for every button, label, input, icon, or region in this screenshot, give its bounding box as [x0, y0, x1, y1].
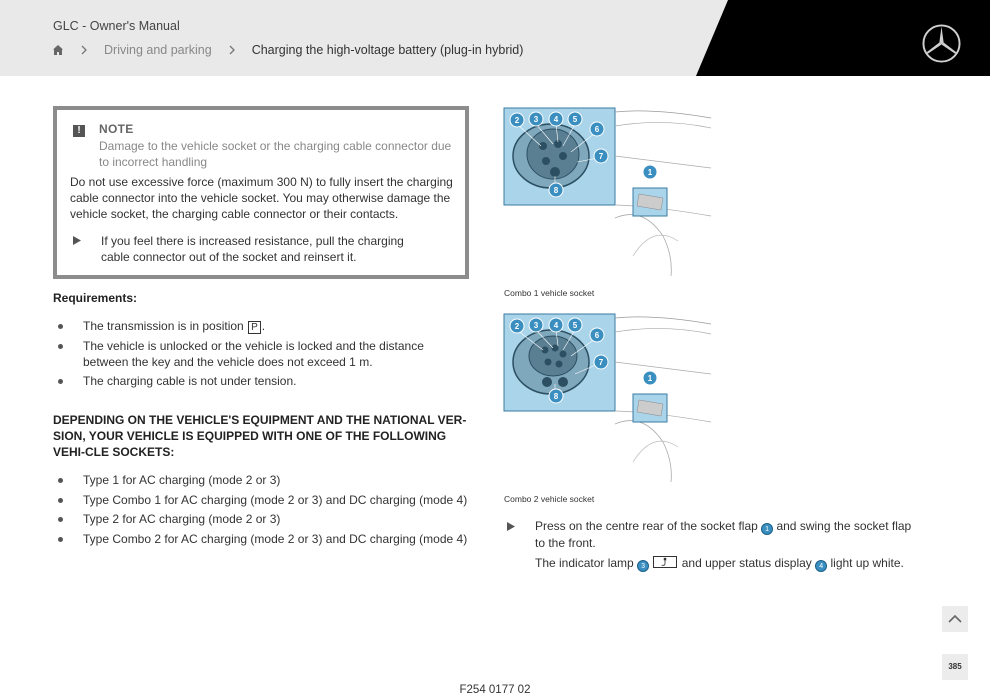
req-text-1: The transmission is in position: [83, 319, 248, 333]
socket-type-4: Type Combo 2 for AC charging (mode 2 or 3) and DC charging (mode 4): [83, 531, 468, 546]
bullet-icon: [58, 324, 63, 329]
socket-type-1: Type 1 for AC charging (mode 2 or 3): [83, 473, 281, 487]
step-line-1: [535, 518, 917, 552]
bullet-icon: [58, 537, 63, 542]
requirements-list: [53, 318, 453, 393]
note-body: Do not use excessive force (maximum 300 N) to fully insert the charging cable connector into the vehicle socket. You may otherwise damage the vehicle socket, the charging cable connector or their contacts.: [70, 175, 453, 221]
bullet-icon: [58, 517, 63, 522]
req-text-3: The charging cable is not under tension.: [83, 374, 297, 388]
mercedes-star-logo-icon: [921, 23, 962, 64]
action-arrow-icon: [507, 522, 515, 531]
step-text: Press on the centre rear of the socket flap: [535, 519, 762, 533]
step-text: and swing the socket flap to the front.: [535, 519, 912, 550]
list-item: [53, 472, 473, 488]
chevron-right-icon: [80, 45, 88, 55]
socket-types-list: [53, 472, 473, 550]
step-line-2: [535, 555, 917, 572]
requirements-title: Requirements:: [53, 291, 138, 305]
list-item: [53, 531, 473, 547]
socket-type-2: Type Combo 1 for AC charging (mode 2 or 3) and DC charging (mode 4): [83, 492, 468, 507]
callout-label: 6: [594, 331, 600, 340]
list-item: [53, 318, 453, 334]
figure-caption-combo1: Combo 1 vehicle socket: [504, 288, 595, 298]
chevron-right-icon: [228, 45, 236, 55]
callout-label: 5: [572, 321, 578, 330]
bullet-icon: [58, 379, 63, 384]
bullet-icon: [58, 498, 63, 503]
callout-label: 3: [533, 321, 539, 330]
callout-badge: 3: [637, 560, 649, 572]
warning-icon: !: [73, 125, 85, 137]
note-action: If you feel there is increased resistance, pull the charging cable connector out of the socket and reinsert it.: [101, 234, 404, 264]
scroll-to-top-button[interactable]: [942, 606, 968, 632]
callout-label: 1: [647, 168, 653, 177]
combo2-socket-figure: [503, 312, 713, 484]
list-item: [53, 338, 453, 370]
callout-label: 8: [553, 186, 559, 195]
breadcrumb-current: Charging the high-voltage battery (plug-in hybrid): [251, 43, 524, 57]
callout-label: 4: [553, 115, 559, 124]
step-text: light up white.: [827, 556, 904, 570]
callout-label: 6: [594, 125, 600, 134]
figure-caption-combo2: Combo 2 vehicle socket: [504, 494, 595, 504]
callout-label: 3: [533, 115, 539, 124]
equipment-heading: DEPENDING ON THE VEHICLE'S EQUIPMENT AND THE NATIONAL VER-SION, YOUR VEHICLE IS EQUIPPED WITH ONE OF THE FOLLOWING VEHI-CLE SOCKETS:: [53, 413, 467, 459]
callout-badge: 1: [761, 523, 773, 535]
breadcrumb-link-driving[interactable]: Driving and parking: [104, 43, 212, 57]
req-text-1-end: .: [261, 319, 266, 333]
callout-label: 2: [514, 116, 520, 125]
page-number: 385: [942, 654, 968, 680]
list-item: [53, 373, 453, 389]
header-bar: [0, 0, 990, 76]
header-black-panel: [0, 0, 990, 76]
list-item: [53, 511, 473, 527]
callout-label: 8: [553, 392, 559, 401]
req-text-2: The vehicle is unlocked or the vehicle is locked and the distance between the key and the vehicle does not exceed 1 m.: [83, 338, 424, 369]
note-box: [53, 106, 469, 279]
socket-type-3: Type 2 for AC charging (mode 2 or 3): [83, 512, 281, 526]
note-subtitle: Damage to the vehicle socket or the charging cable connector due to incorrect handling: [99, 139, 452, 169]
combo1-socket-figure: [503, 106, 713, 278]
park-position-icon: P: [248, 321, 261, 334]
callout-label: 5: [572, 115, 578, 124]
callout-label: 4: [553, 321, 559, 330]
bullet-icon: [58, 344, 63, 349]
step-text: and upper status display: [678, 556, 816, 570]
charging-plug-icon: [653, 556, 677, 568]
chevron-up-icon: [942, 606, 968, 632]
document-title: GLC - Owner's Manual: [53, 19, 180, 33]
callout-label: 7: [598, 358, 604, 367]
note-title: NOTE: [99, 122, 134, 136]
instruction-step: [507, 518, 917, 572]
home-icon[interactable]: [52, 44, 64, 56]
breadcrumb: [52, 42, 523, 58]
footer-code: F254 0177 02: [459, 684, 531, 696]
callout-label: 1: [647, 374, 653, 383]
step-text: The indicator lamp: [535, 556, 638, 570]
action-arrow-icon: [73, 236, 81, 245]
callout-badge: 4: [815, 560, 827, 572]
callout-label: 7: [598, 152, 604, 161]
list-item: [53, 492, 473, 508]
bullet-icon: [58, 478, 63, 483]
callout-label: 2: [514, 322, 520, 331]
